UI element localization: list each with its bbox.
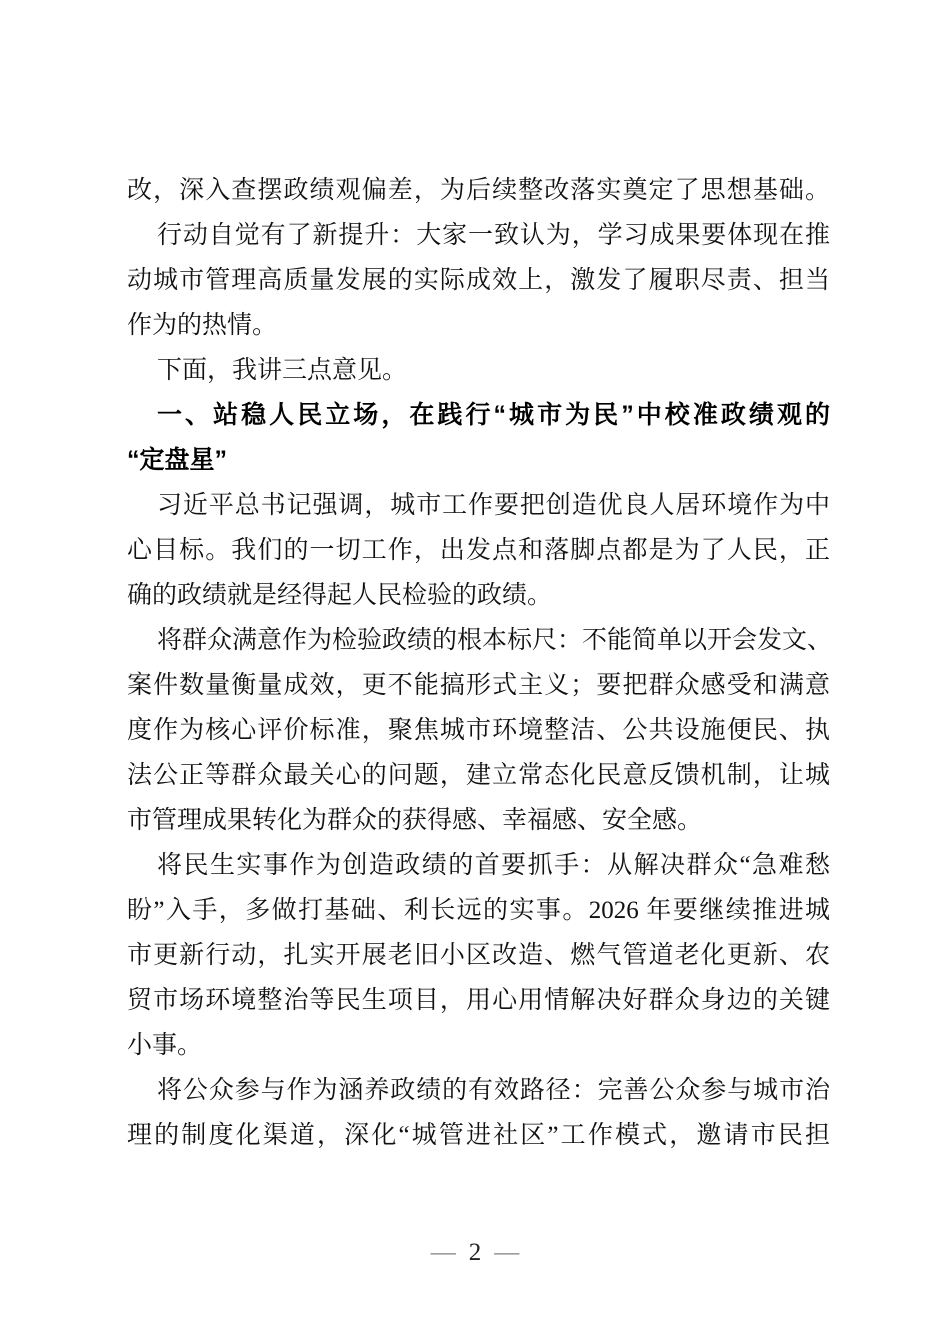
document-body [127, 168, 833, 1158]
page-number: 2 [468, 1239, 482, 1266]
document-line: 将民生实事作为创造政绩的首要抓手：从解决群众“急难愁 [157, 852, 830, 879]
document-line: 理的制度化渠道，深化“城管进社区”工作模式，邀请市民担 [127, 1122, 830, 1149]
document-line: 市更新行动，扎实开展老旧小区改造、燃气管道老化更新、农 [127, 942, 830, 969]
document-line: 动城市管理高质量发展的实际成效上，激发了履职尽责、担当 [127, 267, 830, 294]
document-line: 习近平总书记强调，城市工作要把创造优良人居环境作为中 [157, 492, 830, 519]
document-line: 将公众参与作为涵养政绩的有效路径：完善公众参与城市治 [157, 1077, 830, 1104]
document-line: 将群众满意作为检验政绩的根本标尺：不能简单以开会发文、 [157, 627, 833, 654]
document-line: 心目标。我们的一切工作，出发点和落脚点都是为了人民，正 [127, 537, 830, 564]
document-line: 贸市场环境整治等民生项目，用心用情解决好群众身边的关键 [127, 987, 830, 1014]
page-footer [0, 1238, 950, 1268]
section-heading-line: “定盘星” [127, 446, 228, 474]
section-heading-line: 一、站稳人民立场，在践行“城市为民”中校准政绩观的 [157, 401, 830, 429]
document-line: 市管理成果转化为群众的获得感、幸福感、安全感。 [127, 807, 703, 834]
document-line: 行动自觉有了新提升：大家一致认为，学习成果要体现在推 [157, 222, 830, 249]
document-line: 案件数量衡量成效，更不能搞形式主义；要把群众感受和满意 [127, 672, 830, 699]
document-line: 法公正等群众最关心的问题，建立常态化民意反馈机制，让城 [127, 762, 830, 789]
document-line: 度作为核心评价标准，聚焦城市环境整洁、公共设施便民、执 [127, 717, 830, 744]
document-line: 确的政绩就是经得起人民检验的政绩。 [127, 582, 553, 609]
document-line: 小事。 [127, 1032, 203, 1059]
document-line: 改，深入查摆政绩观偏差，为后续整改落实奠定了思想基础。 [127, 177, 830, 204]
document-line: 作为的热情。 [127, 312, 278, 339]
footer-dash-left: — [430, 1239, 456, 1266]
document-line: 下面，我讲三点意见。 [157, 357, 408, 384]
document-line: 盼”入手，多做打基础、利长远的实事。2026 年要继续推进城 [127, 897, 830, 924]
footer-dash-right: — [494, 1239, 520, 1266]
